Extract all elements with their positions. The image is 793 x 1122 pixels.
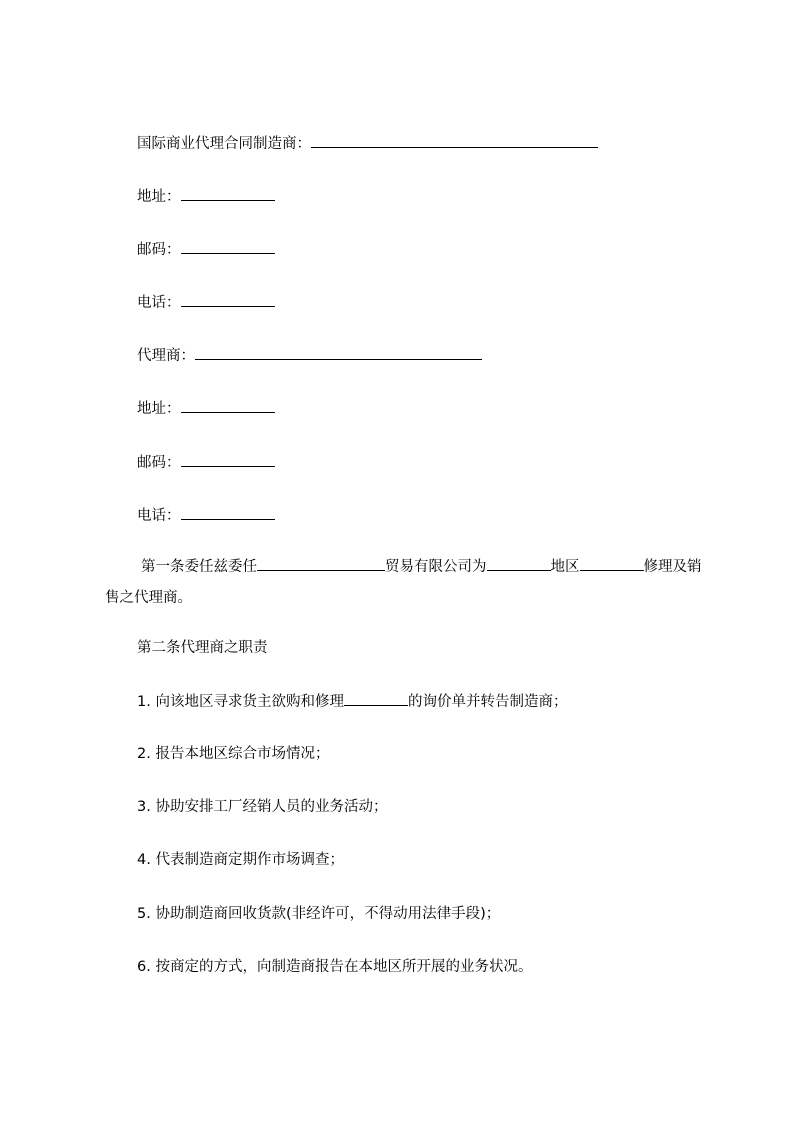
duty-item-1-part-a: 1. 向该地区寻求货主欲购和修理 (137, 694, 344, 710)
manufacturer-name-blank[interactable] (311, 133, 598, 148)
manufacturer-address-blank[interactable] (181, 186, 275, 201)
manufacturer-line (137, 133, 598, 154)
manufacturer-address-line (137, 186, 275, 207)
agent-address-line (137, 398, 275, 419)
duty-item-5: 5. 协助制造商回收货款(非经许可，不得动用法律手段)； (137, 906, 501, 922)
duty-item-4: 4. 代表制造商定期作市场调查； (137, 852, 344, 868)
agent-zip-blank[interactable] (181, 452, 275, 467)
article-1-part-4: 修理 (643, 559, 673, 575)
agent-phone-label: 电话： (137, 508, 181, 524)
article-1-part-1: 第一条委任兹委任 (141, 559, 257, 575)
agent-zip-label: 邮码： (137, 455, 181, 471)
agent-address-blank[interactable] (181, 398, 275, 413)
agent-zip-line (137, 452, 275, 473)
product-blank[interactable] (580, 556, 644, 571)
agent-phone-blank[interactable] (181, 505, 275, 520)
duty-item-3: 3. 协助安排工厂经销人员的业务活动； (137, 799, 388, 815)
agent-name-blank[interactable] (195, 345, 482, 360)
manufacturer-phone-label: 电话： (137, 295, 181, 311)
manufacturer-phone-blank[interactable] (181, 292, 275, 307)
agent-line (137, 345, 482, 366)
manufacturer-zip-blank[interactable] (181, 239, 275, 254)
article-1-part-3: 地区 (550, 559, 580, 575)
duty-item-6: 6. 按商定的方式，向制造商报告在本地区所开展的业务状况。 (137, 959, 533, 975)
agent-phone-line (137, 505, 275, 526)
agent-address-label: 地址： (137, 401, 181, 417)
article-2-heading: 第二条代理商之职责 (137, 640, 268, 656)
contract-title-label: 国际商业代理合同制造商： (137, 136, 311, 152)
manufacturer-zip-label: 邮码： (137, 242, 181, 258)
manufacturer-phone-line (137, 292, 275, 313)
company-name-blank[interactable] (257, 556, 385, 571)
duty-item-1-part-b: 的询价单并转告制造商； (407, 694, 568, 710)
duty-item-1 (137, 691, 567, 712)
article-1-part-5: 及销售之代理商。 (105, 559, 702, 606)
region-blank[interactable] (487, 556, 551, 571)
article-1 (105, 552, 705, 614)
duty-item-2: 2. 报告本地区综合市场情况； (137, 746, 330, 762)
article-1-part-2: 贸易有限公司为 (385, 559, 487, 575)
manufacturer-zip-line (137, 239, 275, 260)
duty-item-1-blank[interactable] (344, 691, 408, 706)
manufacturer-address-label: 地址： (137, 189, 181, 205)
agent-label: 代理商： (137, 348, 195, 364)
